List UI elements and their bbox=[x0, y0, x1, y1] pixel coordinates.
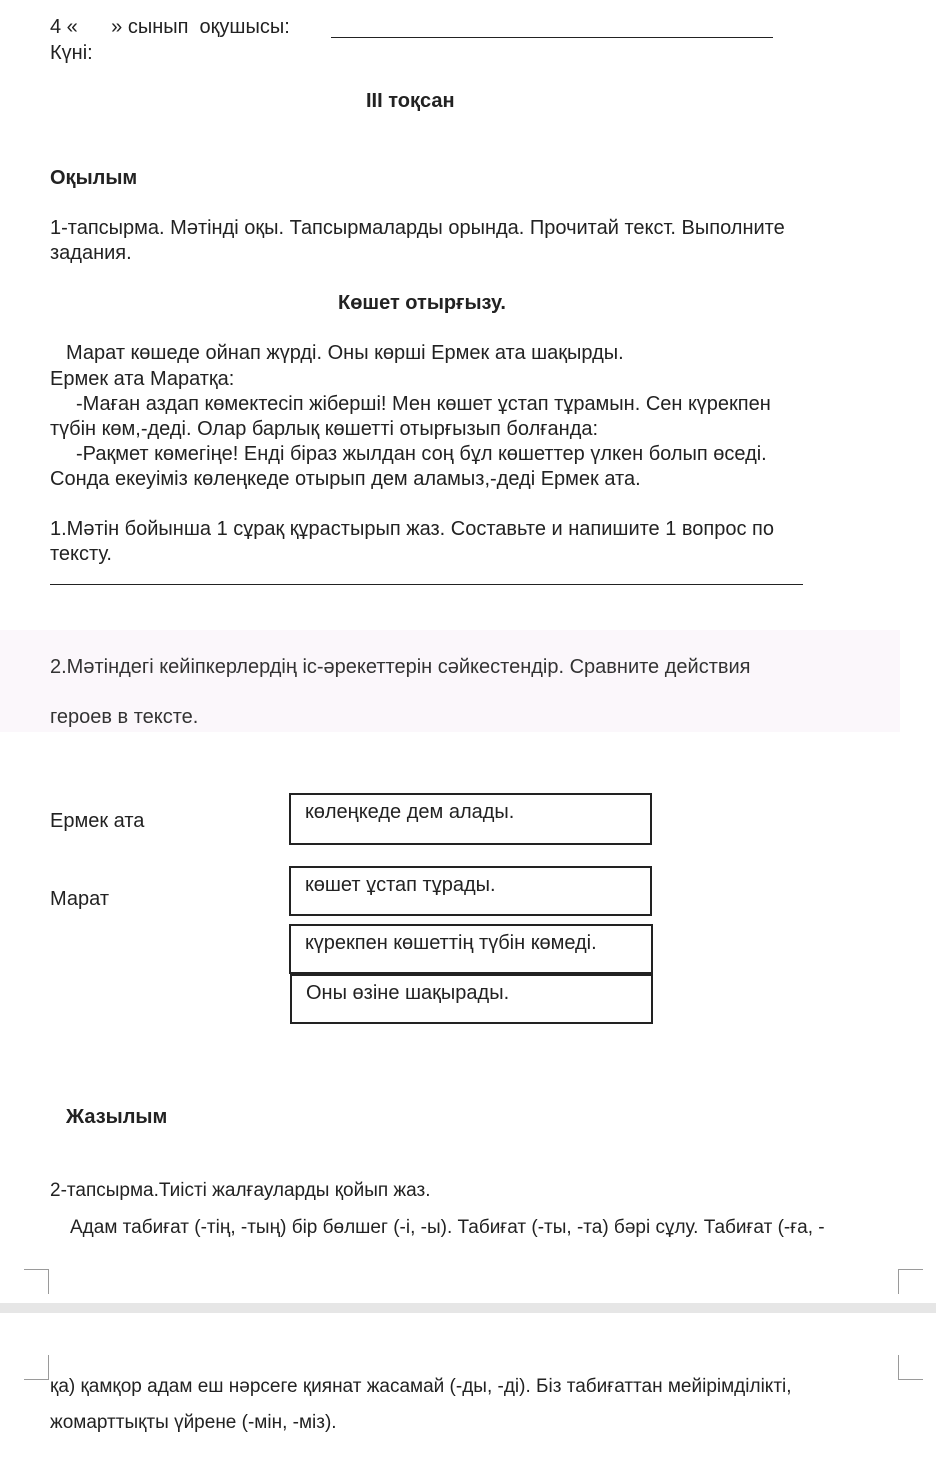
action-box[interactable]: күрекпен көшеттің түбін көмеді. bbox=[289, 924, 653, 974]
action-box[interactable]: көшет ұстап тұрады. bbox=[289, 866, 652, 916]
task2-title: 2-тапсырма.Тиісті жалғауларды қойып жаз. bbox=[50, 1180, 431, 1201]
story-line: -Рақмет көмегіңе! Енді біраз жылдан соң бұл көшеттер үлкен болып өседі. bbox=[76, 443, 767, 465]
story-line: -Маған аздап көмектесіп жіберші! Мен көшет ұстап тұрамын. Сен күрекпен bbox=[76, 393, 771, 415]
section-reading-heading: Оқылым bbox=[50, 167, 138, 189]
question1-line1: 1.Мәтін бойынша 1 сұрақ құрастырып жаз. Составьте и напишите 1 вопрос по bbox=[50, 518, 775, 540]
section-writing-heading: Жазылым bbox=[66, 1106, 168, 1128]
page-corner-mark bbox=[898, 1269, 923, 1294]
date-label: Күні: bbox=[50, 42, 93, 64]
grade-line: 4 « » сынып оқушысы: bbox=[50, 16, 290, 38]
question2-line1: 2.Мәтіндегі кейіпкерлердің іс-әрекеттерін сәйкестендір. Сравните действия bbox=[50, 656, 751, 678]
quarter-title: III тоқсан bbox=[366, 90, 455, 112]
question1-answer-line bbox=[50, 584, 803, 585]
task2-text-line2: қа) қамқор адам еш нәрсеге қиянат жасамай (-ды, -ді). Біз табиғаттан мейірімділікті, bbox=[50, 1376, 792, 1397]
task2-text-line1: Адам табиғат (-тің, -тың) бір бөлшег (-і, -ы). Табиғат (-ты, -та) бәрі сұлу. Табиғат (-ға, - bbox=[70, 1217, 825, 1238]
action-box[interactable]: Оны өзіне шақырады. bbox=[290, 974, 653, 1024]
page-corner-mark bbox=[898, 1355, 923, 1380]
story-line: Марат көшеде ойнап жүрді. Оны көрші Ермек ата шақырды. bbox=[66, 342, 624, 364]
story-line: Ермек ата Маратқа: bbox=[50, 368, 235, 390]
page-corner-mark bbox=[24, 1269, 49, 1294]
question2-line2: героев в тексте. bbox=[50, 706, 199, 728]
task1-instruction-line1: 1-тапсырма. Мәтінді оқы. Тапсырмаларды орында. Прочитай текст. Выполните bbox=[50, 217, 785, 239]
task1-instruction-line2: задания. bbox=[50, 242, 132, 264]
task2-text-line3: жомарттықты үйрене (-мін, -міз). bbox=[50, 1412, 337, 1433]
story-line: түбін көм,-деді. Олар барлық көшетті отырғызып болғанда: bbox=[50, 418, 599, 440]
question1-line2: тексту. bbox=[50, 543, 112, 565]
character-ermek-ata: Ермек ата bbox=[50, 810, 145, 832]
character-marat: Марат bbox=[50, 888, 109, 910]
story-line: Сонда екеуіміз көлеңкеде отырып дем аламыз,-деді Ермек ата. bbox=[50, 468, 641, 490]
name-answer-line bbox=[331, 37, 773, 38]
story-title: Көшет отырғызу. bbox=[338, 292, 506, 314]
page-corner-mark bbox=[24, 1355, 49, 1380]
action-box[interactable]: көлеңкеде дем алады. bbox=[289, 793, 652, 845]
page-break bbox=[0, 1303, 936, 1313]
